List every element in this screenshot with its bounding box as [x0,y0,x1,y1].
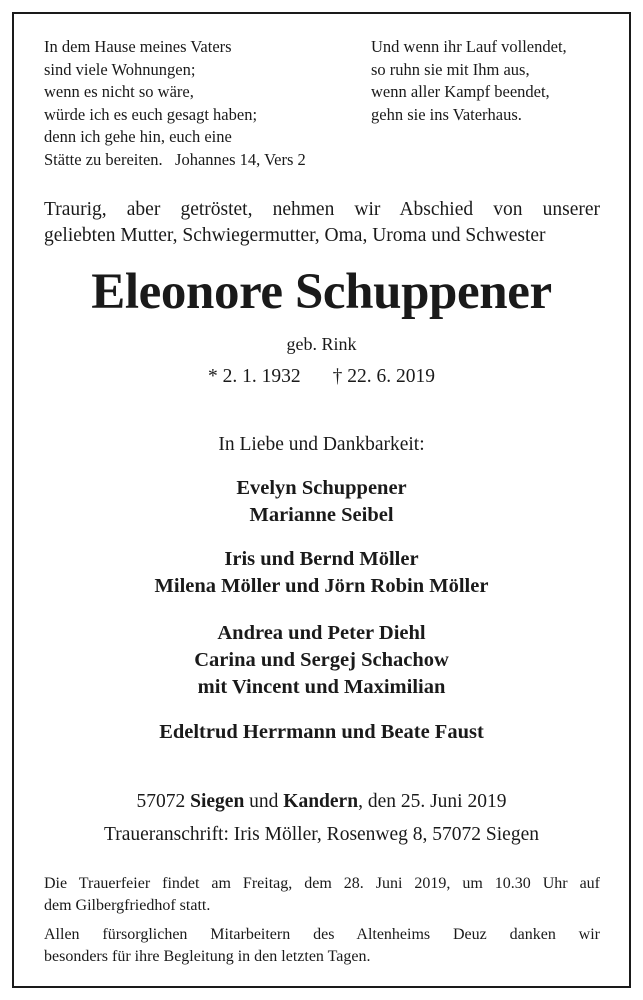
thanks-notice [44,924,600,968]
poem-line: gehn sie ins Vaterhaus. [371,104,522,124]
family-group [0,620,643,701]
life-dates [0,364,643,390]
city-kandern: Kandern [283,791,359,812]
death-date: † 22. 6. 2019 [332,366,435,387]
family-member: Andrea und Peter Diehl [217,622,426,644]
family-group [0,719,643,746]
family-member: Milena Möller und Jörn Robin Möller [154,575,489,597]
mourning-address: Traueranschrift: Iris Möller, Rosenweg 8, 57072 Siegen [103,824,539,845]
poem-line: so ruhn sie mit Ihm aus, [371,59,530,79]
family-member: Carina und Sergej Schachow [194,649,449,671]
postcode: 57072 [136,791,186,812]
family-group [0,546,643,600]
intro-text [44,197,600,249]
notice-line: Die Trauerfeier findet am Freitag, dem 28. Juni 2019, um 10.30 Uhr auf [44,875,600,892]
verse-line: wenn es nicht so wäre, [44,82,194,102]
poem-verse [371,36,621,126]
love-line: In Liebe und Dankbarkeit: [218,434,425,455]
family-member: Evelyn Schuppener [236,477,407,499]
date: , den 25. Juni 2019 [358,791,507,812]
family-member: Edeltrud Herrmann und Beate Faust [159,721,484,743]
family-group [0,475,643,529]
city-siegen: Siegen [190,791,245,812]
birth-name: geb. Rink [286,334,357,354]
verse-line: denn ich gehe hin, euch eine [44,127,232,147]
family-member: mit Vincent und Maximilian [197,676,446,698]
deceased-name: Eleonore Schuppener [91,264,552,320]
family-member: Marianne Seibel [249,504,394,526]
intro-line: geliebten Mutter, Schwiegermutter, Oma, Uroma und Schwester [44,225,546,246]
funeral-notice [44,873,600,917]
verse-line: In dem Hause meines Vaters [44,37,232,56]
place-date-line [0,789,643,815]
poem-line: Und wenn ihr Lauf vollendet, [371,37,567,56]
birth-date: * 2. 1. 1932 [208,366,301,387]
poem-line: wenn aller Kampf beendet, [371,82,550,102]
verse-line: Stätte zu bereiten. Johannes 14, Vers 2 [44,149,306,169]
notice-line: Allen fürsorglichen Mitarbeitern des Altenheims Deuz danken wir [44,926,600,943]
notice-line: besonders für ihre Begleitung in den letzten Tagen. [44,948,371,965]
verse-line: sind viele Wohnungen; [44,59,196,79]
intro-line: Traurig, aber getröstet, nehmen wir Abschied von unserer [44,199,600,220]
family-member: Iris und Bernd Möller [224,548,419,570]
verse-line: würde ich es euch gesagt haben; [44,104,258,124]
notice-line: dem Gilbergfriedhof statt. [44,897,211,914]
conjunction: und [249,791,279,812]
bible-verse [44,36,364,172]
